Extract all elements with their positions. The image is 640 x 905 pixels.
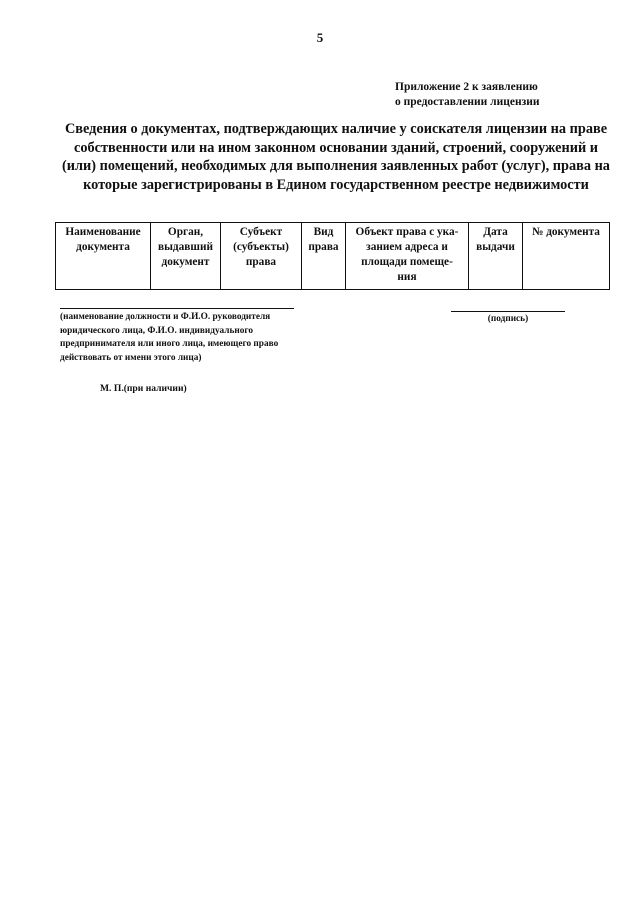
col-header-issuing-authority: Орган, выдавший документ (151, 223, 221, 290)
col-header-document-name: Наименование документа (56, 223, 151, 290)
signature-caption: (подпись) (487, 314, 529, 324)
col-header-right-holder: Субъект (субъекты) права (221, 223, 302, 290)
appendix-note (395, 80, 540, 110)
appendix-line-2: о предоставлении лицензии (395, 96, 540, 108)
caption-line: (наименование должности и Ф.И.О. руководителя (60, 312, 271, 322)
col-header-issue-date: Дата выдачи (469, 223, 523, 290)
signatory-name-line (60, 308, 294, 309)
caption-line: юридического лица, Ф.И.О. индивидуального (60, 325, 254, 336)
documents-table (55, 222, 610, 290)
stamp-placeholder: М. П.(при наличии) (100, 383, 187, 394)
signature-line (451, 311, 565, 312)
col-header-property-object: Объект права с ука- занием адреса и площади помеще- ния (346, 223, 469, 290)
caption-line: предпринимателя или иного лица, имеющего право (60, 339, 279, 349)
caption-line: действовать от имени этого лица) (60, 352, 202, 363)
title-line: которые зарегистрированы в Едином государственном реестре недвижимости (83, 176, 589, 193)
document-title (56, 120, 616, 194)
title-line: (или) помещений, необходимых для выполнения заявленных работ (услуг), права на (62, 158, 610, 174)
appendix-line-1: Приложение 2 к заявлению (395, 81, 538, 93)
signatory-caption (60, 311, 278, 365)
title-line: Сведения о документах, подтверждающих наличие у соискателя лицензии на праве (64, 121, 608, 137)
table-header-row (56, 223, 610, 290)
col-header-right-type: Вид права (302, 223, 346, 290)
title-line: собственности или на ином законном основании зданий, строений, сооружений и (74, 139, 598, 156)
page-number: 5 (316, 30, 324, 45)
col-header-document-number: № документа (523, 223, 610, 290)
